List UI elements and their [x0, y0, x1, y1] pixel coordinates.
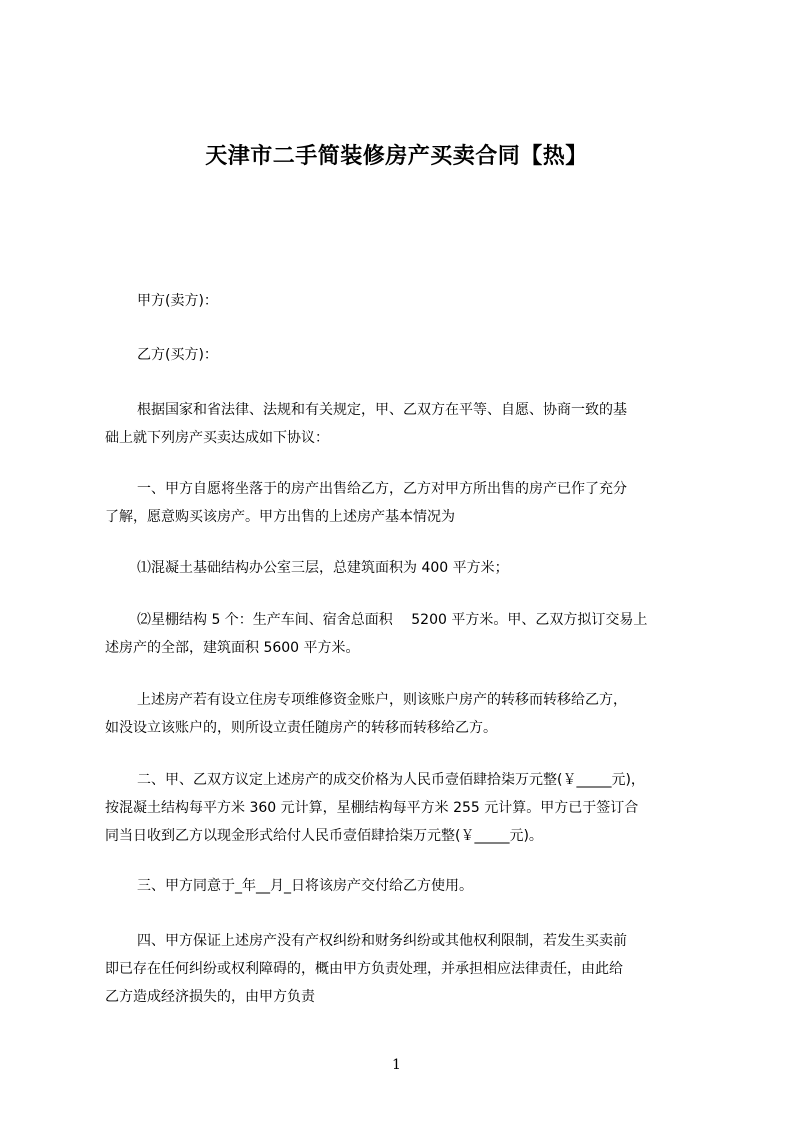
- paragraph-line: 四、甲方保证上述房产没有产权纠纷和财务纠纷或其他权利限制，若发生买卖前: [137, 933, 627, 949]
- paragraph-line: 三、甲方同意于_年__月_日将该房产交付给乙方使用。: [137, 878, 473, 894]
- paragraph-line: 述房产的全部，建筑面积 5600 平方米。: [105, 640, 360, 656]
- clause-3-paragraph: [105, 872, 705, 900]
- paragraph-line: 如没设立该账户的，则所设立责任随房产的转移而转移给乙方。: [105, 720, 497, 736]
- page-number: 1: [392, 1057, 401, 1073]
- document-title: 天津市二手简装修房产买卖合同【热】: [205, 144, 588, 169]
- paragraph-line: 上述房产若有设立住房专项维修资金账户，则该账户房产的转移而转移给乙方，: [137, 692, 627, 708]
- paragraph-line: ⑴混凝土基础结构办公室三层，总建筑面积为 400 平方米；: [137, 560, 509, 576]
- paragraph-line: 础上就下列房产买卖达成如下协议：: [105, 430, 329, 446]
- preamble-paragraph: [105, 396, 705, 452]
- paragraph-line: 同当日收到乙方以现金形式给付人民币壹佰肆拾柒万元整(￥_____元)。: [105, 828, 543, 844]
- paragraph-line: 即已存在任何纠纷或权利障碍的，概由甲方负责处理，并承担相应法律责任，由此给: [105, 961, 623, 977]
- clause-2-paragraph: [105, 766, 705, 850]
- clause-4-paragraph: [105, 927, 705, 1011]
- paragraph-line: ⑵星棚结构 5 个：生产车间、宿舍总面积 5200 平方米。甲、乙双方拟订交易上: [137, 612, 648, 628]
- paragraph-line: 乙方造成经济损失的，由甲方负责: [105, 989, 315, 1005]
- maintenance-fund-paragraph: [105, 686, 705, 742]
- paragraph-line: 乙方(买方)：: [137, 347, 218, 363]
- party-b-paragraph: [105, 341, 705, 369]
- paragraph-line: 根据国家和省法律、法规和有关规定，甲、乙双方在平等、自愿、协商一致的基: [137, 402, 627, 418]
- party-a-paragraph: [105, 287, 705, 315]
- clause-1-item-2-paragraph: [105, 606, 705, 662]
- paragraph-line: 甲方(卖方)：: [137, 293, 218, 309]
- clause-1-item-1-paragraph: [105, 554, 705, 582]
- paragraph-line: 了解，愿意购买该房产。甲方出售的上述房产基本情况为: [105, 509, 455, 525]
- paragraph-line: 二、甲、乙双方议定上述房产的成交价格为人民币壹佰肆拾柒万元整(￥_____元)，: [137, 772, 645, 788]
- paragraph-line: 按混凝土结构每平方米 360 元计算，星棚结构每平方米 255 元计算。甲方已于签订合: [105, 800, 639, 816]
- clause-1-paragraph: [105, 475, 705, 531]
- paragraph-line: 一、甲方自愿将坐落于的房产出售给乙方，乙方对甲方所出售的房产已作了充分: [137, 481, 627, 497]
